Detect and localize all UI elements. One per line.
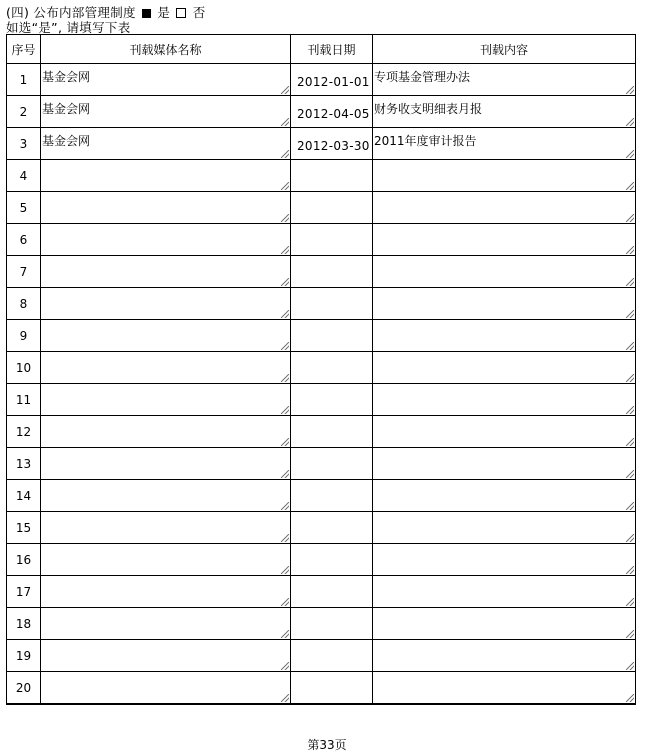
media-name-field[interactable]: [41, 672, 291, 705]
content-field[interactable]: [373, 608, 636, 640]
row-number-cell: [7, 320, 41, 352]
content-field[interactable]: [373, 672, 636, 705]
table-row: [7, 160, 636, 192]
media-name-field[interactable]: [41, 576, 291, 608]
row-number: 7: [19, 264, 28, 279]
table-row: [7, 576, 636, 608]
date-field[interactable]: [291, 640, 373, 672]
yes-checkbox-checked[interactable]: [142, 9, 151, 18]
resize-grip-icon[interactable]: [281, 502, 289, 510]
table-row: [7, 384, 636, 416]
resize-grip-icon[interactable]: [281, 630, 289, 638]
media-name-field[interactable]: [41, 640, 291, 672]
row-number: 1: [19, 72, 28, 87]
row-number-cell: [7, 512, 41, 544]
row-number: 4: [19, 168, 28, 183]
row-number: 14: [15, 488, 32, 503]
date-value: 2012-01-01: [297, 75, 370, 89]
media-name-field[interactable]: [41, 352, 291, 384]
row-number-cell: [7, 448, 41, 480]
media-name-field[interactable]: [41, 160, 291, 192]
table-row: [7, 672, 636, 705]
resize-grip-icon[interactable]: [281, 86, 289, 94]
resize-grip-icon[interactable]: [626, 246, 634, 254]
content-field[interactable]: [373, 384, 636, 416]
row-number: 6: [19, 232, 28, 247]
resize-grip-icon[interactable]: [626, 118, 634, 126]
media-name-field[interactable]: [41, 384, 291, 416]
resize-grip-icon[interactable]: [626, 566, 634, 574]
resize-grip-icon[interactable]: [281, 182, 289, 190]
date-field[interactable]: [291, 224, 373, 256]
date-field[interactable]: [291, 192, 373, 224]
row-number: 19: [15, 648, 32, 663]
row-number-cell: [7, 256, 41, 288]
row-number-cell: [7, 160, 41, 192]
table-row: [7, 448, 636, 480]
content-field[interactable]: [373, 416, 636, 448]
resize-grip-icon[interactable]: [626, 598, 634, 606]
media-name-field[interactable]: [41, 544, 291, 576]
date-field[interactable]: [291, 448, 373, 480]
content-field[interactable]: [373, 160, 636, 192]
content-value: 财务收支明细表月报: [374, 102, 483, 116]
date-field[interactable]: [291, 128, 373, 160]
date-field[interactable]: [291, 288, 373, 320]
row-number-cell: [7, 576, 41, 608]
yes-label: 是: [157, 5, 171, 20]
resize-grip-icon[interactable]: [626, 406, 634, 414]
table-row: [7, 480, 636, 512]
media-name-field[interactable]: [41, 512, 291, 544]
resize-grip-icon[interactable]: [281, 342, 289, 350]
resize-grip-icon[interactable]: [626, 342, 634, 350]
row-number: 15: [15, 520, 32, 535]
content-field[interactable]: [373, 96, 636, 128]
media-name-field[interactable]: [41, 224, 291, 256]
resize-grip-icon[interactable]: [281, 214, 289, 222]
date-field[interactable]: [291, 576, 373, 608]
media-name-field[interactable]: [41, 64, 291, 96]
resize-grip-icon[interactable]: [281, 246, 289, 254]
content-value: 专项基金管理办法: [374, 70, 471, 84]
date-value: 2012-04-05: [297, 107, 370, 121]
table-row: [7, 512, 636, 544]
date-value: 2012-03-30: [297, 139, 370, 153]
row-number: 16: [15, 552, 32, 567]
table-row: [7, 192, 636, 224]
media-name-field[interactable]: [41, 480, 291, 512]
media-name-field[interactable]: [41, 192, 291, 224]
media-name-field[interactable]: [41, 288, 291, 320]
media-name-field[interactable]: [41, 256, 291, 288]
table-row: [7, 96, 636, 128]
table-row: [7, 352, 636, 384]
resize-grip-icon[interactable]: [626, 374, 634, 382]
resize-grip-icon[interactable]: [626, 86, 634, 94]
row-number-cell: [7, 224, 41, 256]
table-row: [7, 288, 636, 320]
resize-grip-icon[interactable]: [626, 502, 634, 510]
row-number-cell: [7, 128, 41, 160]
content-field[interactable]: [373, 256, 636, 288]
table-row: [7, 256, 636, 288]
content-value: 2011年度审计报告: [374, 134, 477, 148]
row-number: 8: [19, 296, 28, 311]
row-number: 20: [15, 680, 32, 695]
resize-grip-icon[interactable]: [626, 694, 634, 702]
no-label: 否: [192, 5, 206, 20]
media-name-field[interactable]: [41, 320, 291, 352]
col-header-media: 刊载媒体名称: [41, 35, 291, 64]
resize-grip-icon[interactable]: [281, 374, 289, 382]
table-row: [7, 544, 636, 576]
content-field[interactable]: [373, 640, 636, 672]
date-field[interactable]: [291, 160, 373, 192]
date-field[interactable]: [291, 64, 373, 96]
row-number: 9: [19, 328, 28, 343]
table-row: [7, 640, 636, 672]
publication-table: [6, 34, 636, 705]
row-number: 3: [19, 136, 28, 151]
date-field[interactable]: [291, 608, 373, 640]
resize-grip-icon[interactable]: [281, 566, 289, 574]
col-header-date: 刊载日期: [291, 35, 373, 64]
row-number-cell: [7, 640, 41, 672]
table-row: [7, 320, 636, 352]
table-row: [7, 224, 636, 256]
row-number: 11: [15, 392, 32, 407]
table-header-row: [7, 35, 636, 64]
resize-grip-icon[interactable]: [281, 118, 289, 126]
content-field[interactable]: [373, 64, 636, 96]
page-number: 第33页: [307, 738, 347, 752]
row-number: 18: [15, 616, 32, 631]
resize-grip-icon[interactable]: [626, 214, 634, 222]
col-header-content: 刊载内容: [373, 35, 636, 64]
resize-grip-icon[interactable]: [626, 182, 634, 190]
date-field[interactable]: [291, 480, 373, 512]
row-number: 12: [15, 424, 32, 439]
resize-grip-icon[interactable]: [626, 150, 634, 158]
resize-grip-icon[interactable]: [281, 406, 289, 414]
row-number-cell: [7, 480, 41, 512]
content-field[interactable]: [373, 320, 636, 352]
resize-grip-icon[interactable]: [626, 278, 634, 286]
media-name-value: 基金会网: [42, 134, 91, 148]
content-field[interactable]: [373, 512, 636, 544]
resize-grip-icon[interactable]: [281, 598, 289, 606]
content-field[interactable]: [373, 192, 636, 224]
date-field[interactable]: [291, 416, 373, 448]
content-field[interactable]: [373, 544, 636, 576]
row-number-cell: [7, 64, 41, 96]
row-number-cell: [7, 384, 41, 416]
content-field[interactable]: [373, 448, 636, 480]
row-number-cell: [7, 544, 41, 576]
instruction-text: 如选“是”, 请填写下表: [6, 20, 131, 35]
resize-grip-icon[interactable]: [281, 278, 289, 286]
date-field[interactable]: [291, 256, 373, 288]
row-number-cell: [7, 608, 41, 640]
resize-grip-icon[interactable]: [626, 438, 634, 446]
resize-grip-icon[interactable]: [281, 470, 289, 478]
table-row: [7, 416, 636, 448]
row-number: 13: [15, 456, 32, 471]
table-row: [7, 608, 636, 640]
media-name-field[interactable]: [41, 128, 291, 160]
content-field[interactable]: [373, 128, 636, 160]
resize-grip-icon[interactable]: [281, 694, 289, 702]
content-field[interactable]: [373, 352, 636, 384]
date-field[interactable]: [291, 352, 373, 384]
disclosure-heading-text: (四) 公布内部管理制度: [6, 5, 136, 20]
resize-grip-icon[interactable]: [281, 662, 289, 670]
resize-grip-icon[interactable]: [626, 310, 634, 318]
media-name-field[interactable]: [41, 448, 291, 480]
media-name-field[interactable]: [41, 416, 291, 448]
row-number: 17: [15, 584, 32, 599]
resize-grip-icon[interactable]: [281, 150, 289, 158]
media-name-field[interactable]: [41, 96, 291, 128]
row-number-cell: [7, 288, 41, 320]
row-number-cell: [7, 352, 41, 384]
content-field[interactable]: [373, 576, 636, 608]
date-field[interactable]: [291, 320, 373, 352]
date-field[interactable]: [291, 512, 373, 544]
row-number-cell: [7, 416, 41, 448]
media-name-value: 基金会网: [42, 70, 91, 84]
media-name-value: 基金会网: [42, 102, 91, 116]
content-field[interactable]: [373, 224, 636, 256]
table-row: [7, 64, 636, 96]
row-number: 5: [19, 200, 28, 215]
media-name-field[interactable]: [41, 608, 291, 640]
row-number-cell: [7, 96, 41, 128]
resize-grip-icon[interactable]: [626, 662, 634, 670]
no-checkbox-unchecked[interactable]: [176, 8, 186, 18]
resize-grip-icon[interactable]: [281, 310, 289, 318]
table-row: [7, 128, 636, 160]
date-field[interactable]: [291, 384, 373, 416]
resize-grip-icon[interactable]: [626, 470, 634, 478]
resize-grip-icon[interactable]: [626, 534, 634, 542]
date-field[interactable]: [291, 96, 373, 128]
row-number: 10: [15, 360, 32, 375]
col-header-no: 序号: [7, 35, 41, 64]
resize-grip-icon[interactable]: [626, 630, 634, 638]
content-field[interactable]: [373, 288, 636, 320]
resize-grip-icon[interactable]: [281, 534, 289, 542]
date-field[interactable]: [291, 544, 373, 576]
content-field[interactable]: [373, 480, 636, 512]
row-number-cell: [7, 672, 41, 705]
row-number: 2: [19, 104, 28, 119]
resize-grip-icon[interactable]: [281, 438, 289, 446]
date-field[interactable]: [291, 672, 373, 705]
row-number-cell: [7, 192, 41, 224]
